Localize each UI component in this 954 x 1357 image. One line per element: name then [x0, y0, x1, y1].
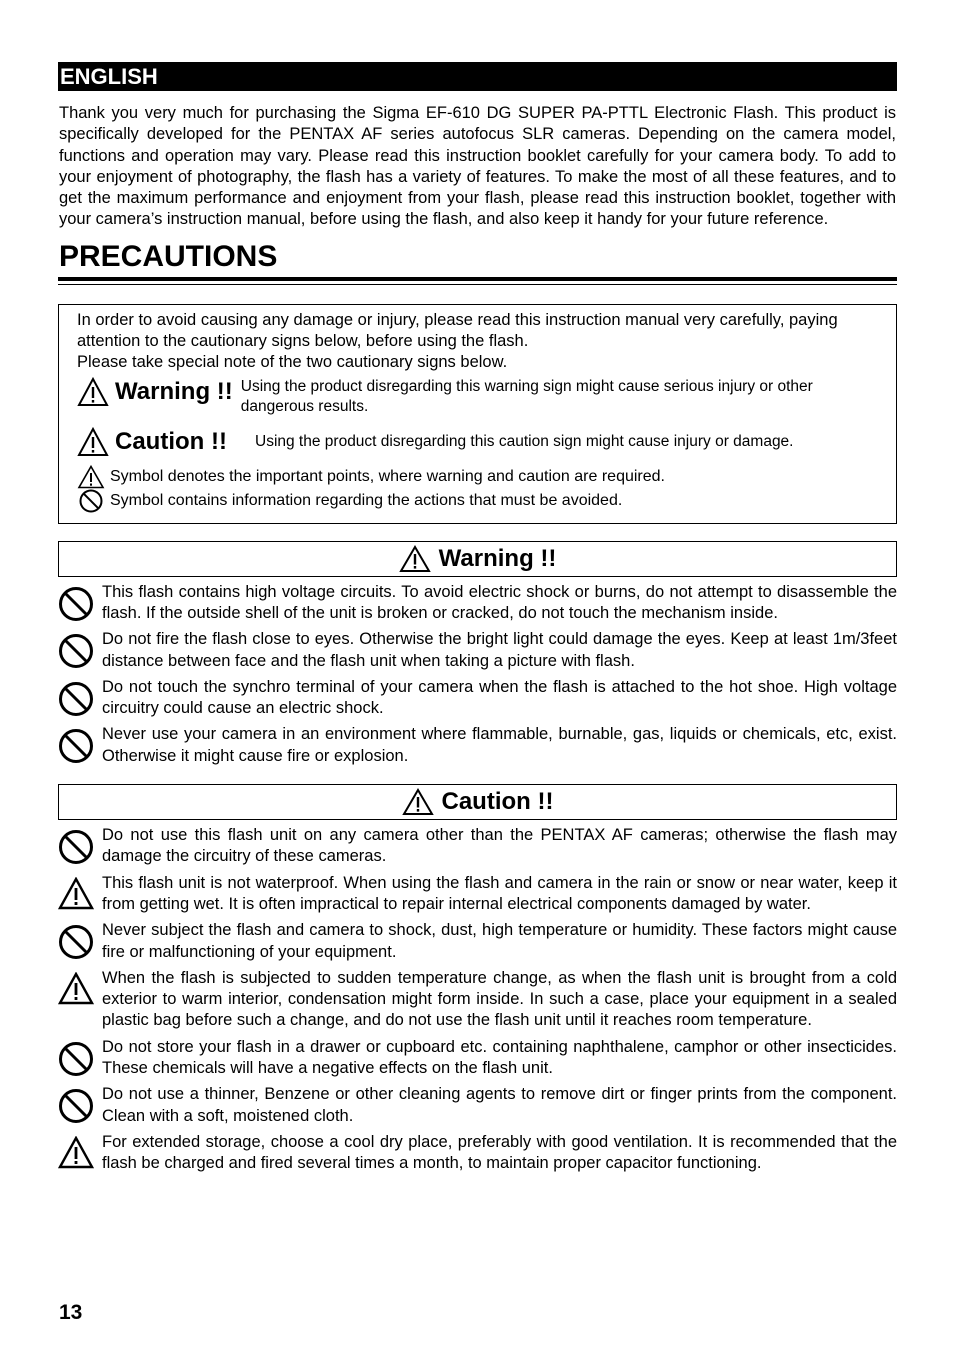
prohibited-icon [58, 586, 94, 622]
notice-box [58, 304, 897, 524]
page-number: 13 [59, 1301, 83, 1324]
caution-item-text: For extended storage, choose a cool dry place, preferably with good ventilation. It is recommended that the flash be charged and fired several times a month, to maintain proper capacitor functioning. [102, 1132, 897, 1173]
notice-line-2: Please take special note of the two cautionary signs below. [77, 353, 508, 372]
list-item [58, 825, 897, 868]
caution-sign-row [77, 427, 884, 457]
intro-paragraph: Thank you very much for purchasing the Sigma EF-610 DG SUPER PA-PTTL Electronic Flash. This product is specifically developed for the PENTAX AF series autofocus SLR cameras. Depending on the camera model, functions and operation may vary. Please read this instruction booklet carefully for your camera body. To add to your enjoyment of photography, the flash has a variety of features. To make the most of all these features, and to get the maximum performance and enjoyment from your flash, please read this instruction booklet, together with your camera’s instruction manual, before using the flash, and also keep it handy for your future reference. [59, 104, 896, 229]
warning-sign-row [77, 377, 884, 417]
caution-list [58, 825, 897, 1174]
avoid-symbol-text: Symbol contains information regarding the actions that must be avoided. [110, 491, 623, 509]
warning-sign-description: Using the product disregarding this warning sign might cause serious injury or other dangerous results. [240, 377, 813, 415]
notice-line-1: In order to avoid causing any damage or injury, please read this instruction manual very carefully, paying attention to the cautionary signs below, before using the flash. [77, 310, 838, 351]
warning-sign-label: Warning !! [115, 378, 233, 406]
caution-sign-description: Using the product disregarding this caution sign might cause injury or damage. [255, 432, 794, 450]
warning-item-text: Do not touch the synchro terminal of your camera when the flash is attached to the hot shoe. High voltage circuitry could cause an electric shock. [102, 677, 897, 718]
warning-list [58, 582, 897, 767]
prohibited-icon [58, 829, 94, 865]
list-item [58, 1084, 897, 1127]
language-header: ENGLISH [58, 62, 897, 91]
list-item [58, 677, 897, 720]
important-symbol-text: Symbol denotes the important points, where warning and caution are required. [110, 467, 665, 485]
warning-triangle-icon [399, 545, 431, 573]
warning-item-text: This flash contains high voltage circuits. To avoid electric shock or burns, do not attempt to disassemble the flash. If the outside shell of the unit is broken or cracked, do not touch the mechanism inside. [102, 582, 897, 622]
caution-section-title: Caution !! [441, 788, 554, 816]
caution-item-text: Do not store your flash in a drawer or cupboard etc. containing naphthalene, camphor or other insecticides. These chemicals will have a negative effects on the flash unit. [102, 1037, 897, 1078]
caution-item-text: This flash unit is not waterproof. When using the flash and camera in the rain or snow or near water, keep it from getting wet. It is often impractical to repair internal electrical components damaged by water. [102, 873, 897, 913]
list-item [58, 873, 897, 916]
prohibited-icon [58, 633, 94, 669]
prohibited-icon [58, 1088, 94, 1124]
page [58, 62, 897, 1175]
warning-triangle-icon [77, 427, 109, 457]
caution-item-text: Never subject the flash and camera to shock, dust, high temperature or humidity. These factors might cause fire or malfunctioning of your equipment. [102, 921, 897, 961]
warning-triangle-icon [77, 377, 109, 407]
warning-triangle-icon [58, 972, 94, 1006]
warning-triangle-icon [58, 877, 94, 911]
list-item [58, 582, 897, 625]
prohibited-icon [58, 681, 94, 717]
prohibited-icon [58, 924, 94, 960]
list-item [58, 724, 897, 767]
warning-triangle-icon [58, 1136, 94, 1170]
precautions-title: PRECAUTIONS [59, 239, 278, 273]
important-symbol-row [77, 465, 884, 489]
warning-triangle-icon [402, 788, 434, 816]
caution-item-text: Do not use this flash unit on any camera other than the PENTAX AF cameras; otherwise the flash may damage the circuitry of these cameras. [102, 826, 897, 866]
warning-triangle-icon [77, 465, 105, 489]
warning-section-title: Warning !! [438, 544, 557, 572]
caution-item-text: Do not use a thinner, Benzene or other cleaning agents to remove dirt or finger prints from the component. Clean with a soft, moistened cloth. [102, 1085, 897, 1125]
warning-item-text: Do not fire the flash close to eyes. Otherwise the bright light could damage the eyes. Keep at least 1m/3feet distance between face and the flash unit when taking a picture with flash. [102, 630, 897, 670]
warning-section-header [58, 541, 897, 577]
prohibited-icon [58, 1041, 94, 1077]
avoid-symbol-row [77, 489, 884, 513]
list-item [58, 629, 897, 672]
caution-section-header [58, 784, 897, 820]
list-item [58, 968, 897, 1032]
prohibited-icon [77, 489, 105, 513]
list-item [58, 920, 897, 963]
list-item [58, 1132, 897, 1175]
caution-sign-label: Caution !! [115, 428, 227, 456]
list-item [58, 1037, 897, 1080]
title-divider [58, 277, 897, 285]
prohibited-icon [58, 728, 94, 764]
caution-item-text: When the flash is subjected to sudden temperature change, as when the flash unit is brought from a cold exterior to warm interior, condensation might form inside. In such a case, place your equipment in a sealed plastic bag before such a change, and do not use the flash unit until it reaches room temperature. [102, 968, 897, 1030]
warning-item-text: Never use your camera in an environment where flammable, burnable, gas, liquids or chemicals, etc, exist. Otherwise it might cause fire or explosion. [102, 725, 897, 765]
